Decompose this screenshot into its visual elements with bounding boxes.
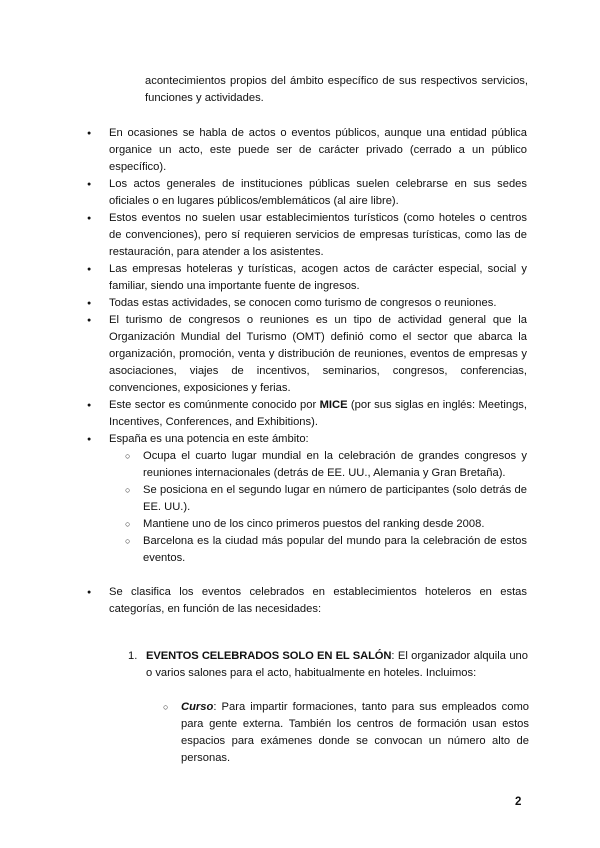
sub-item: ○ Barcelona es la ciudad más popular del mundo para la celebración de estos eventos. [143,533,527,567]
sub-item: ○ Se posiciona en el segundo lugar en número de participantes (solo detrás de EE. UU.). [143,482,527,516]
curso-text: : Para impartir formaciones, tanto para sus empleados como para gente externa. También los centros de formación usan estos espacios para exámenes donde se convocan un número alto de personas. [181,701,529,764]
numbered-item-body: : El organizador alquila uno o varios salones para el acto, habitualmente en hoteles. Incluimos: [146,650,528,679]
spain-bullet [109,431,527,567]
numbered-item-text [146,648,528,682]
classification-bullet: ● Se clasifica los eventos celebrados en establecimientos hoteleros en estas categorías, en función de las necesidades: [109,584,527,618]
sub-item: ○ Mantiene uno de los cinco primeros puestos del ranking desde 2008. [143,516,527,533]
bullet-item: ● Las empresas hoteleras y turísticas, acogen actos de carácter especial, social y familiar, siendo una importante fuente de ingresos. [109,261,527,295]
intro-continuation: acontecimientos propios del ámbito específico de sus respectivos servicios, funciones y actividades. [145,75,528,104]
mice-bullet [109,397,527,431]
curso-item [181,699,529,767]
bullet-item: ● Estos eventos no suelen usar establecimientos turísticos (como hoteles o centros de convenciones), pero sí requieren servicios de empresas turísticas, como las de restauración, para atender a los asistentes. [109,210,527,261]
mice-acronym: MICE [319,399,348,411]
main-bullet-list [109,125,527,618]
page-number: 2 [515,796,522,808]
numbered-item-heading: EVENTOS CELEBRADOS SOLO EN EL SALÓN [146,650,392,662]
bullet-item: ● Todas estas actividades, se conocen como turismo de congresos o reuniones. [109,295,527,312]
mice-text-after: (por sus siglas en inglés: Meetings, Incentives, Conferences, and Exhibitions). [109,399,527,428]
list-number: 1. [128,650,138,662]
mice-text-before: Este sector es comúnmente conocido por [109,399,320,411]
bullet-item: ● El turismo de congresos o reuniones es un tipo de actividad general que la Organización Mundial del Turismo (OMT) definió como el sector que abarca la organización, promoción, venta y distribución de reuniones, eventos de empresas y asociaciones, viajes de incentivos, seminarios, congresos, conferencias, convenciones, exposiciones y ferias. [109,312,527,397]
hollow-bullet-icon: ○ [163,702,169,712]
spain-sublist [143,448,527,567]
curso-label: Curso [181,701,214,713]
bullet-item: ● En ocasiones se habla de actos o eventos públicos, aunque una entidad pública organice un acto, este puede ser de carácter privado (cerrado a un público específico). [109,125,527,176]
bullet-item: ● Los actos generales de instituciones públicas suelen celebrarse en sus sedes oficiales o en lugares públicos/emblemáticos (al aire libre). [109,176,527,210]
spain-bullet-text: España es una potencia en este ámbito: [109,433,309,445]
sub-item: ○ Ocupa el cuarto lugar mundial en la celebración de grandes congresos y reuniones internacionales (detrás de EE. UU., Alemania y Gran Bretaña). [143,448,527,482]
